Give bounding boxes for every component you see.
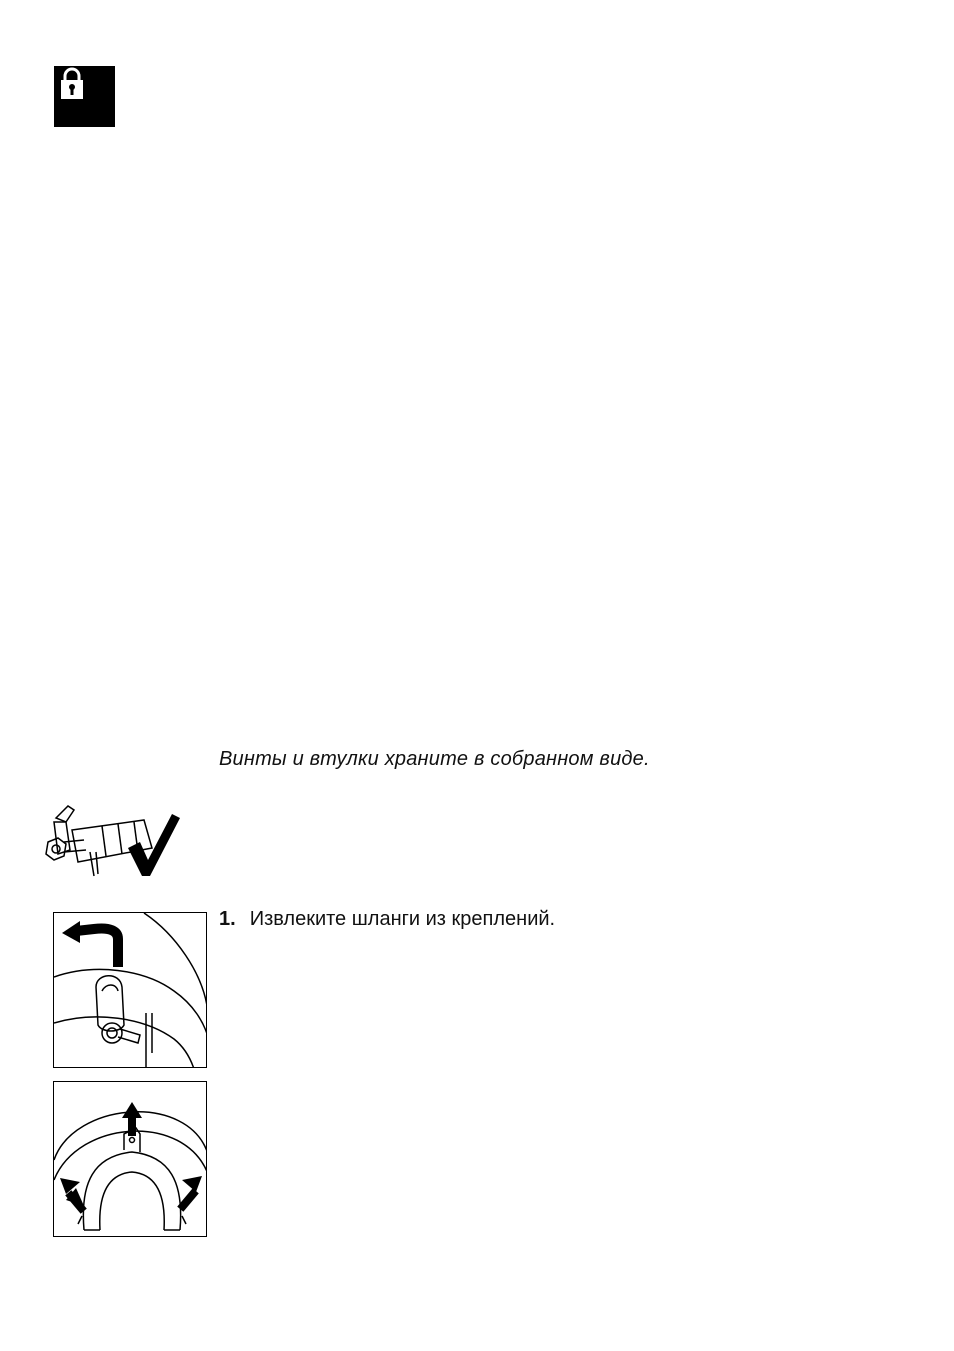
instruction-step-1 xyxy=(219,908,555,931)
clip-removal-illustration xyxy=(54,1082,207,1237)
lock-icon xyxy=(54,66,115,127)
step-number: 1. xyxy=(219,908,236,930)
hose-removal-illustration xyxy=(54,913,207,1068)
hose-removal-figure xyxy=(53,912,207,1068)
arrow-icon xyxy=(62,921,80,943)
lock-section-icon xyxy=(54,66,115,127)
arrow-icons xyxy=(60,1102,202,1214)
checkmark-icon xyxy=(128,814,180,876)
storage-note: Винты и втулки храните в собранном виде. xyxy=(219,748,650,770)
clip-removal-figure xyxy=(53,1081,207,1237)
bolt-checkmark-illustration xyxy=(44,800,184,880)
step-text: Извлеките шланги из креплений. xyxy=(249,908,556,930)
